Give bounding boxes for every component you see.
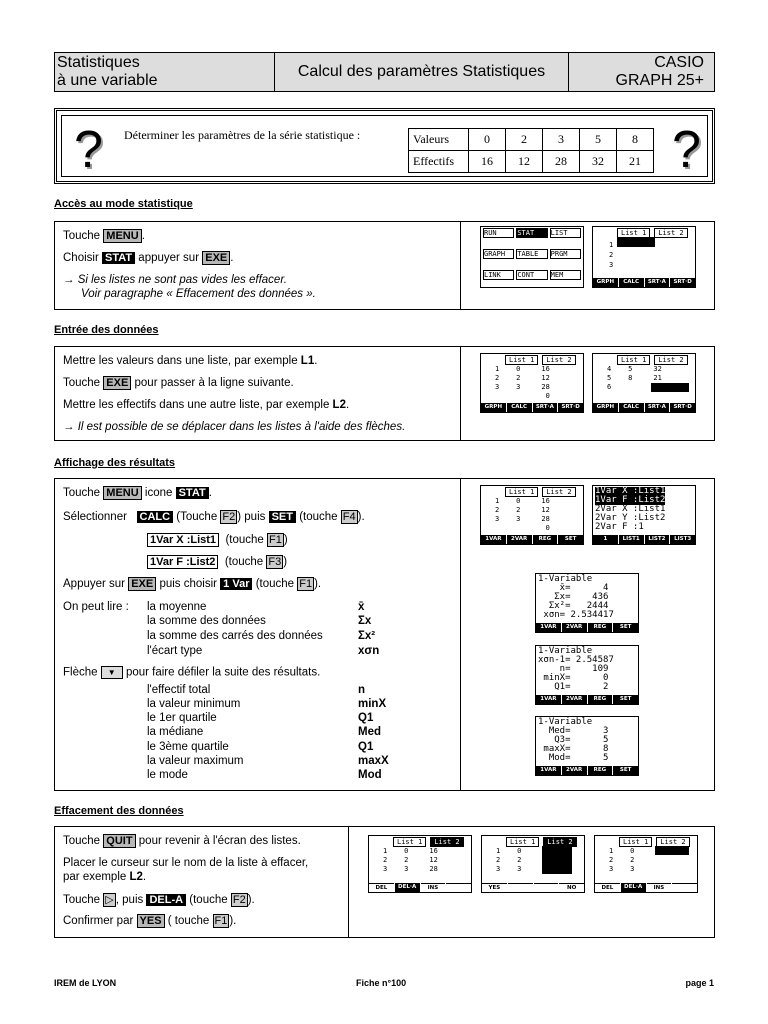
result-row: Q1= 2 bbox=[538, 682, 609, 692]
key-exe: EXE bbox=[128, 577, 156, 591]
header-device-brand: CASIO bbox=[654, 54, 704, 71]
text: ). bbox=[357, 511, 365, 523]
text: ). bbox=[229, 915, 237, 927]
entry-line-2 bbox=[63, 377, 294, 389]
key-f2: F2 bbox=[232, 894, 246, 906]
text: ) bbox=[283, 534, 288, 546]
text: Touche bbox=[63, 487, 101, 499]
access-note-2: Voir paragraphe « Effacement des données ». bbox=[81, 288, 316, 300]
calc-screen-results-1 bbox=[535, 573, 639, 633]
function-key-bar bbox=[536, 695, 638, 704]
series-row-values bbox=[409, 129, 654, 151]
delete-line-1 bbox=[63, 835, 301, 847]
key-f1: F1 bbox=[299, 578, 313, 590]
list-name: L2 bbox=[332, 399, 346, 411]
list-header-1: List 1 bbox=[619, 837, 652, 847]
footer-org: IREM de LYON bbox=[54, 978, 117, 988]
calc-screen-results-3 bbox=[535, 716, 639, 776]
fkey-empty bbox=[534, 883, 559, 892]
entry-note: → Il est possible de se déplacer dans les listes à l'aide des flèches. bbox=[63, 421, 406, 433]
menu-icon-prgm: PRGM bbox=[550, 249, 581, 259]
fkey-del: DEL bbox=[595, 883, 620, 892]
key-exe: EXE bbox=[103, 376, 131, 390]
result-row: 1-Variable bbox=[538, 717, 593, 727]
list-cursor bbox=[651, 383, 689, 392]
calc-screen-setup bbox=[592, 485, 696, 545]
text: Choisir bbox=[63, 252, 99, 264]
access-note-1: → Si les listes ne sont pas vides les effacer. bbox=[63, 274, 287, 286]
fkey-empty bbox=[446, 883, 471, 892]
function-key-bar bbox=[593, 278, 695, 287]
result-label: la moyenne bbox=[147, 601, 207, 613]
key-exe: EXE bbox=[202, 251, 230, 265]
fkey-srtd: SRT·D bbox=[670, 403, 695, 412]
key-f1: F1 bbox=[269, 534, 282, 546]
question-box bbox=[54, 108, 715, 184]
function-key-bar bbox=[482, 883, 584, 892]
fkey-list1: LIST1 bbox=[619, 535, 644, 544]
list-name: L2 bbox=[129, 871, 143, 883]
menu-icon-table: TABLE bbox=[516, 249, 547, 259]
fkey-ins: INS bbox=[421, 883, 446, 892]
divider bbox=[460, 479, 461, 790]
list-header-1: List 1 bbox=[506, 837, 539, 847]
series-cell: 12 bbox=[506, 151, 543, 173]
text: ( touche bbox=[167, 915, 210, 927]
key-f4: F4 bbox=[342, 511, 356, 523]
result-symbol: maxX bbox=[358, 755, 389, 767]
text: . bbox=[142, 871, 147, 883]
function-key-bar bbox=[481, 535, 583, 544]
menu-row bbox=[481, 228, 583, 238]
list-header bbox=[481, 487, 583, 497]
read-intro: On peut lire : bbox=[63, 601, 129, 613]
section-title-entry: Entrée des données bbox=[54, 324, 159, 336]
fkey-1var: 1VAR bbox=[481, 535, 506, 544]
delete-line-4 bbox=[63, 893, 255, 906]
function-key-bar bbox=[536, 766, 638, 775]
result-symbol: Σx bbox=[358, 615, 372, 627]
text: Touche bbox=[63, 230, 101, 242]
setup-row: 1Var X :List1 bbox=[595, 486, 666, 496]
fkey-empty bbox=[508, 883, 533, 892]
delete-line-2: Placer le curseur sur le nom de la liste à effacer, bbox=[63, 857, 309, 869]
fkey-calc: CALC bbox=[507, 403, 532, 412]
menu-icon-cont: CONT bbox=[516, 270, 547, 280]
result-symbol: Σx² bbox=[358, 630, 376, 642]
key-menu: MENU bbox=[103, 229, 141, 243]
setup-row: 2Var F :1 bbox=[595, 522, 644, 532]
list-header-2: List 2 bbox=[656, 837, 689, 847]
result-row: xσn= 2.534417 bbox=[538, 610, 614, 620]
result-row: Σx= 436 bbox=[538, 592, 609, 602]
series-label-values: Valeurs bbox=[409, 129, 469, 151]
text: . bbox=[208, 487, 212, 499]
menu-row bbox=[481, 249, 583, 259]
list-header-2: List 2 bbox=[654, 355, 687, 365]
menu-icon-link: LINK bbox=[483, 270, 514, 280]
fkey-reg: REG bbox=[588, 766, 613, 775]
fkey-yes: YES bbox=[482, 883, 507, 892]
fkey-del: DEL bbox=[369, 883, 394, 892]
fkey-set: SET bbox=[613, 766, 638, 775]
series-cell: 3 bbox=[543, 129, 580, 151]
calc-screen-list-data bbox=[480, 485, 584, 545]
results-line-2 bbox=[63, 511, 365, 523]
divider bbox=[460, 222, 461, 309]
text: pour faire défiler la suite des résultats. bbox=[125, 666, 321, 679]
fkey-grph: GRPH bbox=[481, 403, 506, 412]
fkey-2var: 2VAR bbox=[562, 695, 587, 704]
result-label: la somme des carrés des données bbox=[147, 630, 323, 642]
text: ). bbox=[314, 578, 322, 590]
calc-screen-delete-3 bbox=[594, 835, 698, 893]
series-cell: 32 bbox=[580, 151, 617, 173]
text: (touche bbox=[225, 534, 264, 546]
section-access-box bbox=[54, 221, 715, 310]
key-f3: F3 bbox=[268, 556, 282, 568]
function-key-bar bbox=[369, 883, 471, 892]
result-label: la valeur maximum bbox=[147, 755, 244, 767]
text: puis choisir bbox=[159, 578, 217, 590]
series-row-counts bbox=[409, 151, 654, 173]
text: ) bbox=[283, 556, 288, 568]
list-name: L1 bbox=[300, 355, 315, 367]
fkey-2var: 2VAR bbox=[507, 535, 532, 544]
list-row: 0 bbox=[495, 524, 550, 532]
section-results-box bbox=[54, 478, 715, 791]
menu-icon-stat: STAT bbox=[516, 228, 547, 238]
fkey-srtd: SRT·D bbox=[670, 278, 695, 287]
menu-icon-run: RUN bbox=[483, 228, 514, 238]
section-title-results: Affichage des résultats bbox=[54, 457, 176, 469]
fkey-list2: LIST2 bbox=[645, 535, 670, 544]
key-yes: YES bbox=[137, 914, 165, 928]
function-key-bar bbox=[595, 883, 697, 892]
list-row: 1 0 16 bbox=[496, 847, 551, 855]
section-title-delete: Effacement des données bbox=[54, 805, 184, 817]
result-row: 1-Variable bbox=[538, 646, 593, 656]
text: (Touche bbox=[176, 511, 218, 523]
text: . bbox=[141, 230, 145, 242]
header-topic-line2: à une variable bbox=[57, 72, 158, 89]
text: Appuyer sur bbox=[63, 578, 126, 590]
fkey-grph: GRPH bbox=[593, 278, 618, 287]
list-row: 3 3 28 bbox=[495, 383, 550, 391]
result-symbol: x̄ bbox=[358, 601, 365, 613]
fkey-set: SET bbox=[558, 535, 583, 544]
calc-screen-delete-1 bbox=[368, 835, 472, 893]
function-key-bar bbox=[593, 403, 695, 412]
section-title-access: Accès au mode statistique bbox=[54, 198, 193, 210]
setup-row: 1Var F :List2 bbox=[595, 495, 666, 505]
list-header-1: List 1 bbox=[505, 487, 538, 497]
series-label-counts: Effectifs bbox=[409, 151, 469, 173]
list-row: 2 2 12 bbox=[495, 374, 550, 382]
list-header-1: List 1 bbox=[393, 837, 426, 847]
arrow-down-icon: ▼ bbox=[101, 666, 123, 679]
result-row: minX= 0 bbox=[538, 673, 609, 683]
text: icone bbox=[144, 487, 173, 499]
result-label: le mode bbox=[147, 769, 188, 781]
fkey-1: 1 bbox=[593, 535, 618, 544]
header-device-model: GRAPH 25+ bbox=[615, 72, 704, 89]
result-symbol: Q1 bbox=[358, 712, 374, 724]
header-device bbox=[569, 53, 714, 91]
footer-page-number: page 1 bbox=[685, 978, 714, 988]
question-mark-left-icon: ? bbox=[74, 121, 103, 179]
series-cell: 28 bbox=[543, 151, 580, 173]
text: ). bbox=[247, 894, 255, 906]
list-header-2: List 2 bbox=[542, 355, 575, 365]
result-row: xσn-1= 2.54587 bbox=[538, 655, 614, 665]
text: (touche bbox=[299, 511, 338, 523]
list-row: 1 0 16 bbox=[495, 497, 550, 505]
fkey-2var: 2VAR bbox=[562, 766, 587, 775]
text: pour passer à la ligne suivante. bbox=[134, 377, 294, 389]
result-label: le 1er quartile bbox=[147, 712, 217, 724]
calc-screen-list-entry-2 bbox=[592, 353, 696, 413]
list-row: 1 0 bbox=[609, 847, 635, 855]
list-row: 3 3 bbox=[609, 865, 635, 873]
menu-icon-graph: GRAPH bbox=[483, 249, 514, 259]
result-label: l'écart type bbox=[147, 645, 203, 657]
list-header-1: List 1 bbox=[617, 228, 650, 238]
text: . bbox=[314, 355, 318, 367]
section-delete-box bbox=[54, 826, 715, 938]
key-quit: QUIT bbox=[103, 834, 135, 848]
fkey-srta: SRT·A bbox=[645, 403, 670, 412]
delete-line-5 bbox=[63, 915, 236, 927]
list-row-num: 1 bbox=[609, 241, 614, 249]
setup-row: 2Var X :List1 bbox=[595, 504, 666, 514]
fkey-1var: 1VAR bbox=[536, 766, 561, 775]
result-row: 1-Variable bbox=[538, 574, 593, 584]
text: Touche bbox=[63, 894, 101, 906]
list-row: 0 bbox=[495, 392, 550, 400]
header-topic-line1: Statistiques bbox=[57, 54, 140, 71]
list-row: 5 8 21 bbox=[607, 374, 662, 382]
key-set: SET bbox=[269, 511, 296, 523]
list-header-1: List 1 bbox=[505, 355, 538, 365]
result-row: Σx²= 2444 bbox=[538, 601, 609, 611]
result-symbol: Mod bbox=[358, 769, 382, 781]
menu-icon-list: LIST bbox=[550, 228, 581, 238]
fkey-2var: 2VAR bbox=[562, 623, 587, 632]
question-inner bbox=[61, 115, 708, 177]
list-row: 4 5 32 bbox=[607, 365, 662, 373]
fkey-1var: 1VAR bbox=[536, 623, 561, 632]
menu-row bbox=[481, 270, 583, 280]
series-cell: 21 bbox=[617, 151, 654, 173]
arrow-right-key-icon: ▷ bbox=[105, 894, 114, 906]
series-cell: 16 bbox=[469, 151, 506, 173]
key-stat: STAT bbox=[102, 252, 135, 264]
list-row: 6 bbox=[607, 383, 612, 391]
menu-icon-mem: MEM bbox=[550, 270, 581, 280]
result-label: la médiane bbox=[147, 726, 204, 738]
list-row: 1 0 16 bbox=[495, 365, 550, 373]
list-header-2: List 2 bbox=[543, 837, 576, 847]
list-row: 2 2 bbox=[609, 856, 635, 864]
list-header-1: List 1 bbox=[617, 355, 650, 365]
result-row: x̄= 4 bbox=[538, 583, 609, 593]
question-mark-right-icon: ? bbox=[672, 121, 701, 179]
text: appuyer sur bbox=[138, 252, 200, 264]
header-topic bbox=[55, 53, 275, 91]
key-del-a: DEL-A bbox=[146, 894, 186, 906]
option-1var-f: 1Var F :List2 bbox=[147, 555, 218, 569]
text: Flèche bbox=[63, 666, 98, 679]
key-stat: STAT bbox=[176, 487, 209, 499]
list-row: 2 2 12 bbox=[495, 506, 550, 514]
text: . bbox=[345, 399, 350, 411]
list-header-2: List 2 bbox=[430, 837, 463, 847]
list-header bbox=[481, 355, 583, 365]
calc-screen-delete-2 bbox=[481, 835, 585, 893]
fkey-1var: 1VAR bbox=[536, 695, 561, 704]
entry-line-1 bbox=[63, 355, 317, 367]
results-line-5 bbox=[63, 578, 321, 590]
function-key-bar bbox=[481, 403, 583, 412]
series-cell: 5 bbox=[580, 129, 617, 151]
calc-screen-results-2 bbox=[535, 645, 639, 705]
fkey-calc: CALC bbox=[619, 403, 644, 412]
function-key-bar bbox=[593, 535, 695, 544]
results-line-1 bbox=[63, 487, 212, 499]
result-label: le 3ème quartile bbox=[147, 741, 229, 753]
results-line-3 bbox=[147, 534, 288, 546]
series-table bbox=[408, 128, 654, 173]
function-key-bar bbox=[536, 623, 638, 632]
setup-row: 2Var Y :List2 bbox=[595, 513, 666, 523]
delete-line-3 bbox=[63, 871, 146, 883]
series-cell: 0 bbox=[469, 129, 506, 151]
text: Touche bbox=[63, 835, 101, 847]
divider bbox=[460, 347, 461, 440]
text: Sélectionner bbox=[63, 511, 127, 523]
text: Mettre les valeurs dans une liste, par exemple bbox=[63, 355, 298, 367]
section-entry-box bbox=[54, 346, 715, 441]
fkey-reg: REG bbox=[588, 623, 613, 632]
calc-screen-main-menu bbox=[480, 226, 584, 288]
list-row: 3 3 28 bbox=[495, 515, 550, 523]
fkey-list3: LIST3 bbox=[670, 535, 695, 544]
result-row: Mod= 5 bbox=[538, 753, 609, 763]
series-cell: 8 bbox=[617, 129, 654, 151]
result-row: maxX= 8 bbox=[538, 744, 609, 754]
key-menu: MENU bbox=[103, 486, 141, 500]
key-f1: F1 bbox=[214, 915, 228, 927]
list-row: 2 2 12 bbox=[496, 856, 551, 864]
text: (touche bbox=[255, 578, 295, 590]
result-label: l'effectif total bbox=[147, 684, 211, 696]
key-1var: 1 Var bbox=[220, 578, 252, 590]
text: , puis bbox=[115, 894, 144, 906]
fkey-set: SET bbox=[613, 623, 638, 632]
fkey-ins: INS bbox=[647, 883, 672, 892]
text: (touche bbox=[189, 894, 228, 906]
calc-screen-empty-lists bbox=[592, 226, 696, 288]
list-header bbox=[369, 837, 471, 847]
list-row: 3 3 28 bbox=[383, 865, 438, 873]
entry-line-3 bbox=[63, 399, 349, 411]
text: pour revenir à l'écran des listes. bbox=[138, 835, 301, 847]
fkey-calc: CALC bbox=[619, 278, 644, 287]
result-symbol: xσn bbox=[358, 645, 380, 657]
fkey-grph: GRPH bbox=[593, 403, 618, 412]
text: . bbox=[230, 252, 234, 264]
calc-screen-list-entry-1 bbox=[480, 353, 584, 413]
fkey-empty bbox=[672, 883, 697, 892]
access-line-2 bbox=[63, 252, 233, 264]
key-f2: F2 bbox=[222, 511, 236, 523]
result-label: la valeur minimum bbox=[147, 698, 241, 710]
fkey-no: NO bbox=[559, 883, 584, 892]
result-row: Med= 3 bbox=[538, 726, 609, 736]
result-row: n= 109 bbox=[538, 664, 609, 674]
result-label: la somme des données bbox=[147, 615, 266, 627]
header-title-text: Calcul des paramètres Statistiques bbox=[297, 63, 546, 80]
list-row-num: 2 bbox=[609, 251, 614, 259]
fkey-srtd: SRT·D bbox=[558, 403, 583, 412]
list-row-num: 3 bbox=[609, 261, 614, 269]
result-symbol: n bbox=[358, 684, 366, 696]
series-cell: 2 bbox=[506, 129, 543, 151]
list-row: 2 2 12 bbox=[383, 856, 438, 864]
result-row: Q3= 5 bbox=[538, 735, 609, 745]
divider bbox=[348, 827, 349, 937]
list-header-2: List 2 bbox=[542, 487, 575, 497]
result-symbol: Med bbox=[358, 726, 381, 738]
list-header-2: List 2 bbox=[654, 228, 687, 238]
results-line-4 bbox=[147, 556, 287, 568]
result-symbol: Q1 bbox=[358, 741, 374, 753]
list-row: 1 0 16 bbox=[383, 847, 438, 855]
list-header bbox=[593, 355, 695, 365]
fkey-del-a: DEL·A bbox=[621, 883, 646, 892]
text: (touche bbox=[224, 556, 264, 568]
text: Confirmer par bbox=[63, 915, 134, 927]
arrow-line bbox=[63, 666, 320, 679]
fkey-set: SET bbox=[613, 695, 638, 704]
text: ) puis bbox=[237, 511, 266, 523]
fkey-srta: SRT·A bbox=[533, 403, 558, 412]
fkey-reg: REG bbox=[588, 695, 613, 704]
text: Mettre les effectifs dans une autre liste, par exemple bbox=[63, 399, 330, 411]
footer-sheet-number: Fiche n°100 bbox=[356, 978, 407, 988]
fkey-del-a: DEL·A bbox=[395, 883, 420, 892]
result-symbol: minX bbox=[358, 698, 387, 710]
access-line-1 bbox=[63, 230, 145, 242]
question-text: Déterminer les paramètres de la série statistique : bbox=[124, 128, 361, 142]
fkey-srta: SRT·A bbox=[645, 278, 670, 287]
header-title bbox=[275, 53, 569, 91]
text: Touche bbox=[63, 377, 101, 389]
header-table bbox=[54, 52, 715, 92]
text: par exemple bbox=[63, 871, 127, 883]
key-calc: CALC bbox=[137, 511, 174, 523]
fkey-reg: REG bbox=[533, 535, 558, 544]
list-row: 3 3 28 bbox=[496, 865, 551, 873]
option-1var-x: 1Var X :List1 bbox=[147, 533, 219, 547]
